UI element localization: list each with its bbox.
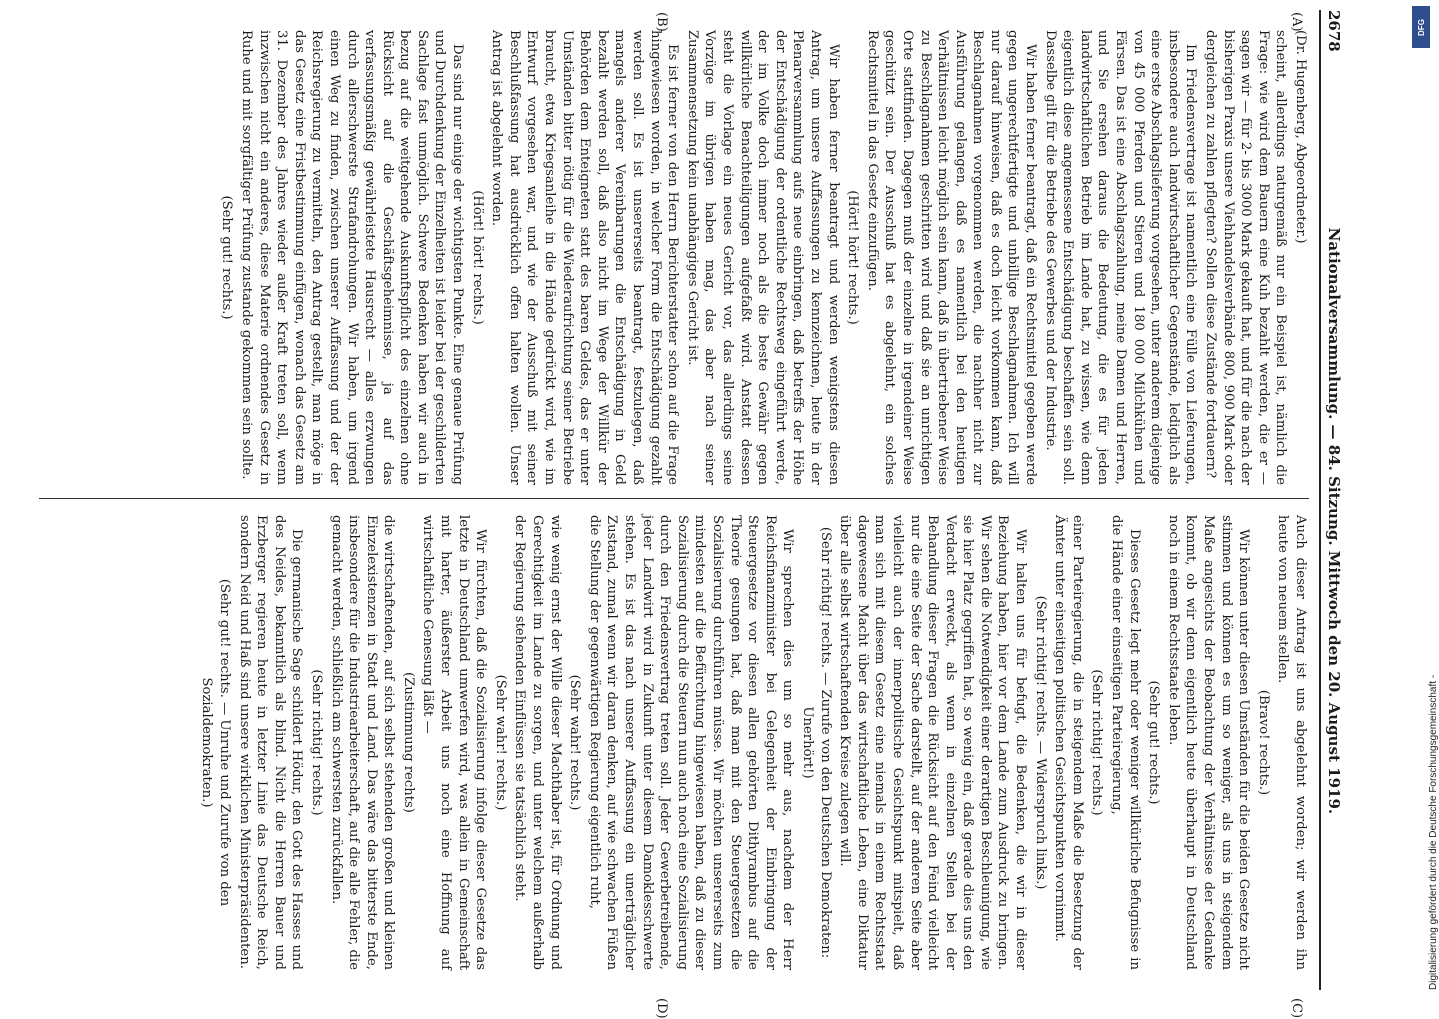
interjection: (Sehr wahr! rechts.) (492, 674, 508, 811)
interjection: (Sehr gut! rechts.) (219, 195, 235, 320)
interjection: (Hört! hört! rechts.) (469, 190, 485, 325)
page-number: 2678 (1325, 10, 1343, 52)
margin-marker-a: (A) (1289, 12, 1304, 32)
left-column (39, 30, 1309, 485)
margin-marker-b: (B) (654, 12, 669, 32)
paragraph: einer Parteiregierung, die in steigendem Maße die Besetzung der Ämter unter einseitigen politischen Gesichtspunkten vornimmt. (1052, 515, 1085, 970)
paragraph: Wir haben ferner beantragt und werden wenigstens diesen Antrag, um unsere Auffassungen zu kennzeichnen, heute in der Plenarversammlung aufs neue einbringen, daß betreffs der Höhe der Entschädigung der ordentliche Rechtsweg eingeführt werde, der im Volke doch immer noch als die beste Gewähr gegen willkürliche Benachteiligungen aufgefaßt wird. Anstatt dessen steht die Vorlage ein neues Gericht vor, das allerdings seine Vorzüge im übrigen haben mag, das aber nach seiner Zusammensetzung kein unabhängiges Gericht ist. (684, 30, 841, 485)
right-column (39, 515, 1309, 970)
page-content (24, 10, 1369, 1019)
interjection: (Zustimmung rechts) (400, 672, 416, 813)
interjection: (Hört! hört! rechts.) (845, 190, 861, 325)
paragraph: die wirtschaftenden, auf sich selbst stehenden großen und kleinen Einzelexistenzen in Stadt und Land. Das wäre das bitterste Ende, insbesondere für die Industriearbeiterschaft, auf die alle Fehler, die gemacht werden, schließlich am schwersten zurückfallen. (328, 515, 397, 970)
interjection: (Sehr richtig! rechts.) (308, 669, 324, 816)
paragraph: Wir haben ferner beantragt, daß ein Rechtsmittel gegeben werde gegen ungerechtfertigte und unbillige Beschlagnahmen. Ich will nur darauf hinweisen, daß es doch leicht vorkommen kann, daß Beschlagnahmen vorgenommen werden, die nachher nicht zur Ausführung gelangen, daß es namentlich bei den heutigen Verhältnissen leicht möglich sein kann, daß in übertriebener Weise zu Beschlagnahmen geschritten wird und daß sie an unrichtigen Orte stattfinden. Dagegen muß der einzelne in irgendeiner Weise geschützt sein. Der Ausschuß hat es abgelehnt, ein solches Rechtsmittel in das Gesetz einzufügen. (864, 30, 1039, 485)
margin-marker-d: (D) (654, 998, 669, 1019)
interjection: (Sehr richtig! rechts. — Widerspruch links.) (1032, 595, 1048, 890)
interjection: (Bravo! rechts.) (1255, 689, 1271, 796)
paragraph: Wir halten uns für befugt, die Bedenken, die wir in dieser Beziehung haben, hier vor dem Lande zum Ausdruck zu bringen. Wir sehen die Notwendigkeit einer derartigen Beschleunigung, wie sie hier Platz gegriffen hat, so wenig ein, daß gerade dies uns den Verdacht erweckt, als wenn in einzelnen Stellen bei der Behandlung dieser Fragen die Rücksicht auf den Feind vielleicht nur die eine Seite der Sache darstellt, auf der anderen Seite aber vielleicht auch der innerpolitische Gesichtspunkt mitspielt, daß man sich mit diesem Gesetz eine niemals in einem Rechtsstaat dagewesene Macht über das wirtschaftliche Leben, eine Diktatur über alle selbst wirtschaftenden Kreise zulegen will. (837, 515, 1029, 970)
credit-text: Digitalisierung gefördert durch die Deutsche Forschungsgemeinschaft - (1428, 674, 1439, 990)
speaker-note: (Dr. Hugenberg, Abgeordneter.) (1293, 30, 1308, 244)
interjection: (Sehr gut! rechts.) (1146, 680, 1162, 805)
paragraph: Das sind nur einige der wichtigsten Punkte. Eine genaue Prüfung und Durchdenkung der Einzelheiten ist leider bei der geschilderten Sachlage fast unmöglich. Schwere Bedenken haben wir auch in bezug auf die weitgehende Auskunftspflicht des einzelnen ohne Rücksicht auf die Geschäftsgeheimnisse, ja auf das verfassungsmäßig gewährleistete Hausrecht — alles erzwungen durch allerschwerste Strafandrohungen. Wir haben, um irgend einen Weg zu finden, zwischen unserer Auffassung und der der Reichsregierung zu vermitteln, den Antrag gestellt, man möge in das Gesetz eine Fristbestimmung einfügen, wonach das Gesetz am 31. Dezember des Jahres wieder außer Kraft treten soll, wenn inzwischen nicht ein anderes, diese Materie ordnendes Gesetz in Ruhe und mit sorgfältiger Prüfung zustande gekommen sein sollte. (238, 30, 466, 485)
paragraph: scheint, allerdings naturgemäß nur ein Beispiel ist, nämlich die Frage: wie wird dem Bauern eine Kuh bezahlt werden, die er — sagen wir — für 2- bis 3000 Mark gekauft hat, und für die nach der bisherigen Praxis unsere Viehhandelsverbände 800, 900 Mark oder dergleichen zu zahlen pflegten? Sollen diese Zustände fortdauern? (1203, 30, 1289, 485)
interjection: (Sehr gut! rechts. — Unruhe und Zurufe von den Sozialdemokraten.) (199, 578, 232, 907)
paragraph: wie wenig ernst der Wille dieser Machthaber ist, für Ordnung und Gerechtigkeit im Lande zu sorgen, und unter welchem außerhalb der Regierung stehenden Einflüssen sie tatsächlich steht. (512, 515, 563, 970)
interjection: (Sehr richtig! rechts.) (1089, 669, 1105, 816)
paragraph: Wir sprechen dies um so mehr aus, nachdem der Herr Reichsfinanzminister bei Gelegenheit der Einbringung der Steuergesetze vor diesen allen gehörten Dithyrambus auf die Theorie gesungen hat, daß man mit den Steuergesetzen die Sozialisierung durchführen müsse. Wir möchten unsererseits zum mindesten auf die Befürchtung hingewiesen haben, daß zu dieser Sozialisierung durch die Steuern nun auch noch eine Sozialisierung durch den Friedensvertrag treten soll. Jeder Gewerbetreibende, jeder Landwirt wird in Zukunft unter diesem Damoklesschwerte stehen. Es ist das nach unserer Auffassung ein unerträglicher Zustand, zumal wenn wir daran denken, auf wie schwachen Füßen die Stellung der gegenwärtigen Regierung eigentlich ruht, (586, 515, 796, 970)
paragraph: Im Friedensvertrage ist namentlich eine Fülle von Lieferungen, insbesondere auch landwirtschaftlicher Gegenstände, lediglich als eine erste Abschlagslieferung vorgesehen, unter anderem diejenige von 45 000 Pferden und Stieren und 180 000 Milchkühen und Färsen. Das ist eine Abschlagszahlung, meine Damen und Herren, und Sie ersehen daraus die Bedeutung, die es für jeden landwirtschaftlichen Betrieb im Lande hat, zu wissen, wie denn eigentlich diese angemessene Entschädigung beschaffen sein soll. Dasselbe gilt für die Betriebe des Gewerbes und der Industrie. (1042, 30, 1199, 485)
margin-marker-c: (C) (1289, 998, 1304, 1019)
paragraph: Wir können unter diesen Umständen für die beiden Gesetze nicht stimmen und können es um so weniger, als uns in steigendem Maße angesichts der Beobachtung der Verhältnisse der Gedanke kommt, ob wir denn eigentlich heute überhaupt in Deutschland noch in einem Rechtsstaate leben. (1165, 515, 1252, 970)
page-title: Nationalversammlung. — 84. Sitzung. Mittwoch den 20. August 1919. (1325, 227, 1343, 815)
dfg-logo: DFG (1412, 6, 1430, 48)
paragraph: Auch dieser Antrag ist uns abgelehnt worden; wir werden ihn heute von neuem stellen. (1275, 515, 1308, 970)
page-header (1319, 10, 1359, 990)
column-divider (39, 498, 1309, 499)
paragraph: Dieses Gesetz legt mehr oder weniger willkürliche Befugnisse in die Hände einer einseitigen Parteiregierung, (1109, 515, 1142, 970)
interjection: (Sehr wahr! rechts.) (567, 674, 583, 811)
paragraph: Die germanische Sage schildert Hödur, den Gott des Hasses und des Neides, bekanntlich als blind. Nicht die Herren Bauer und Erzberger regieren heute in letzter Linie das Deutsche Reich, sondern Neid und Haß sind unsere wirklichen Ministerpräsidenten. (236, 515, 305, 970)
paragraph: Es ist ferner von den Herrn Berichterstatter schon auf die Frage hingewiesen worden, in welcher Form die Entschädigung gezahlt werden soll. Es ist unsererseits beantragt, festzulegen, daß mangels anderer Vereinbarungen die Entschädigung in Geld bezahlt werden soll, daß also nicht im Wege der Willkür der Behörden dem Enteigneten statt des baren Geldes, das er unter Umständen bitter nötig für die Wiederaufrichtung seiner Betriebe braucht, etwa Kriegsanleihe in die Hände gedrückt wird, wie im Entwurf vorgesehen war, und wie der Ausschuß mit seiner Beschlußfassung hat ausdrücklich offen halten wollen. Unser Antrag ist abgelehnt worden. (489, 30, 681, 485)
digitization-credit (1410, 0, 1439, 1000)
paragraph: Wir fürchten, daß die Sozialisierung infolge dieser Gesetze das letzte in Deutschland umwerfen wird, was allein in Gemeinschaft mit harter, äußerster Arbeit uns noch eine Hoffnung auf wirtschaftliche Genesung läßt — (420, 515, 489, 970)
interjection: (Sehr richtig! rechts. — Zurufe von den Deutschen Demokraten: Unerhört!) (799, 526, 833, 959)
